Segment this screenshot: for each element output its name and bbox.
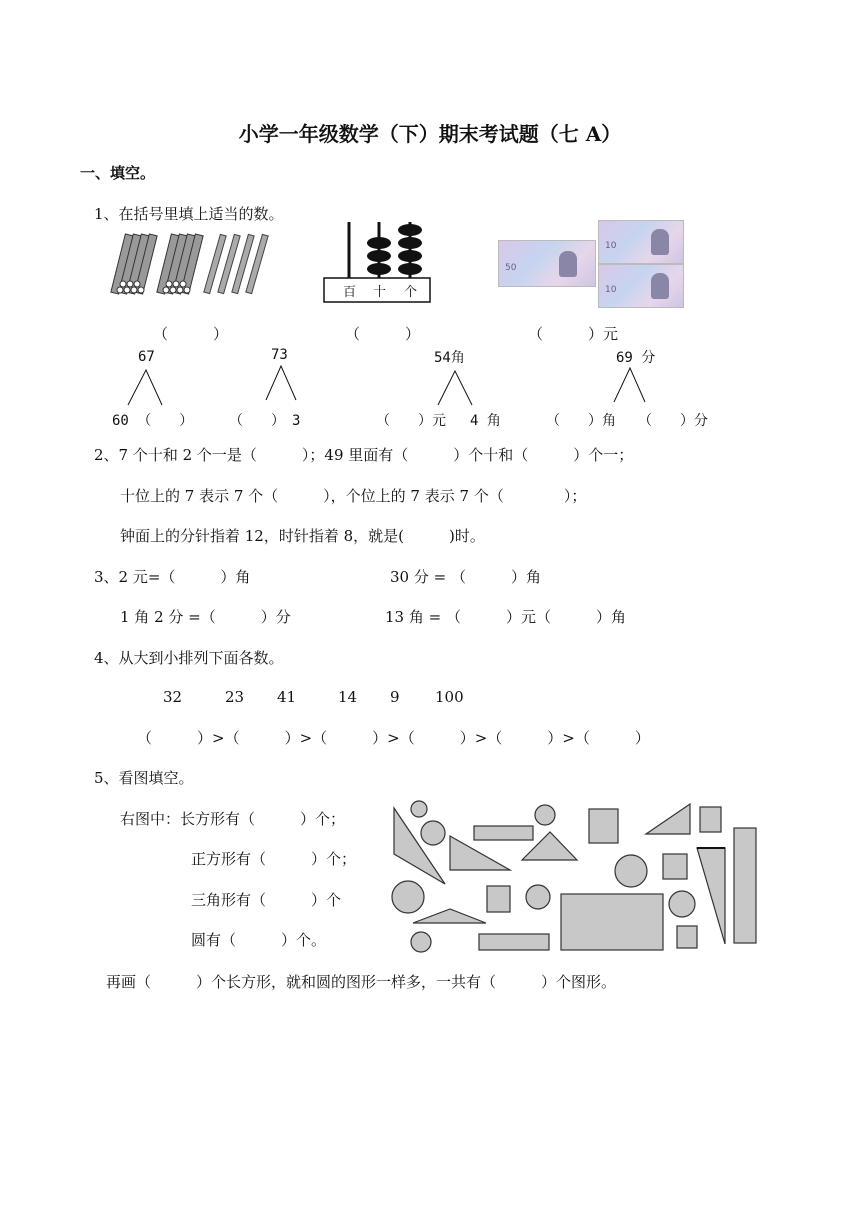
q3-b: 30 分 = （ ）角 xyxy=(390,568,541,586)
q4-number: 41 xyxy=(277,688,297,706)
triangle-top-right xyxy=(646,804,690,834)
circle-small-top xyxy=(411,801,427,817)
tree1-left[interactable]: 60 （ ） xyxy=(112,413,194,429)
rectangle-large xyxy=(561,894,663,950)
circle-right xyxy=(669,891,695,917)
abacus-label-ones: 个 xyxy=(404,285,418,300)
banknote-10-b: 10 xyxy=(598,264,684,308)
triangle-right-angle xyxy=(450,836,510,870)
tree4-right[interactable]: （ ）分 xyxy=(638,413,708,429)
square-medium xyxy=(663,854,687,879)
circle-top-center xyxy=(535,805,555,825)
tree3-right: 4 角 xyxy=(470,413,501,429)
q3-a: 3、2 元=（ ）角 xyxy=(94,568,251,586)
q3-c: 1 角 2 分 =（ ）分 xyxy=(120,608,291,626)
tree3-top: 54角 xyxy=(434,350,465,366)
banknote-50: 50 xyxy=(498,240,596,287)
tree2-right[interactable]: （ ） 3 xyxy=(229,413,301,429)
q4-number: 23 xyxy=(225,688,245,706)
q3-d: 13 角 = （ ）元（ ）角 xyxy=(385,608,626,626)
banknote-10-a: 10 xyxy=(598,220,684,264)
q1-answer-money[interactable]: （ ）元 xyxy=(528,325,619,343)
triangle-thin-tall xyxy=(697,848,725,944)
q2-line3: 钟面上的分针指着 12，时针指着 8，就是( )时。 xyxy=(120,527,485,545)
q1-answer-abacus[interactable]: （ ） xyxy=(345,325,421,343)
circle-bottom-left xyxy=(411,932,431,952)
q5-squares: 正方形有（ ）个； xyxy=(191,850,357,868)
q4-number: 100 xyxy=(435,688,464,706)
q4-number: 32 xyxy=(163,688,183,706)
q1-instruction: 1、在括号里填上适当的数。 xyxy=(94,205,284,223)
rectangle-bottom xyxy=(479,934,549,950)
q4-number: 14 xyxy=(338,688,358,706)
section-heading: 一、填空。 xyxy=(80,164,156,182)
shapes-figure xyxy=(380,796,760,958)
triangle-left-tall xyxy=(394,808,445,884)
q1-answer-sticks[interactable]: （ ） xyxy=(153,325,229,343)
q5-triangles: 三角形有（ ）个 xyxy=(191,891,342,909)
rectangle-tall-right xyxy=(734,828,756,943)
tree4-left[interactable]: （ ）角 xyxy=(546,413,616,429)
square-bottom-right xyxy=(677,926,697,948)
q4-answer-line[interactable]: （ ）>（ ）>（ ）>（ ）>（ ）>（ ） xyxy=(137,729,650,747)
square-top xyxy=(589,809,618,843)
q4-instruction: 4、从大到小排列下面各数。 xyxy=(94,649,284,667)
abacus-label-hundreds: 百 xyxy=(343,285,357,300)
q4-number: 9 xyxy=(390,688,400,706)
circle-medium xyxy=(421,821,445,845)
page-title: 小学一年级数学（下）期末考试题（七 A） xyxy=(238,122,622,146)
decomposition-lines xyxy=(0,0,860,420)
circle-left xyxy=(392,881,424,913)
q5-circles: 圆有（ ）个。 xyxy=(191,931,327,949)
circle-large xyxy=(615,855,647,887)
tree1-top: 67 xyxy=(138,349,155,365)
q5-instruction: 5、看图填空。 xyxy=(94,769,194,787)
tree4-top: 69 分 xyxy=(616,350,656,366)
abacus-label-tens: 十 xyxy=(373,285,387,300)
circle-middle xyxy=(526,885,550,909)
square-small-right xyxy=(700,807,721,832)
q5-final-line: 再画（ ）个长方形，就和圆的图形一样多，一共有（ ）个图形。 xyxy=(106,973,617,991)
tree2-top: 73 xyxy=(271,347,288,363)
q2-line2: 十位上的 7 表示 7 个（ ），个位上的 7 表示 7 个（ ）； xyxy=(120,487,587,505)
rectangle-thin-top xyxy=(474,826,533,840)
triangle-flat xyxy=(413,909,486,923)
q2-line1: 2、7 个十和 2 个一是（ ）；49 里面有（ ）个十和（ ）个一； xyxy=(94,446,634,464)
tree3-left[interactable]: （ ）元 xyxy=(376,413,446,429)
q5-rectangles: 右图中：长方形有（ ）个； xyxy=(120,810,346,828)
square-middle xyxy=(487,886,510,912)
